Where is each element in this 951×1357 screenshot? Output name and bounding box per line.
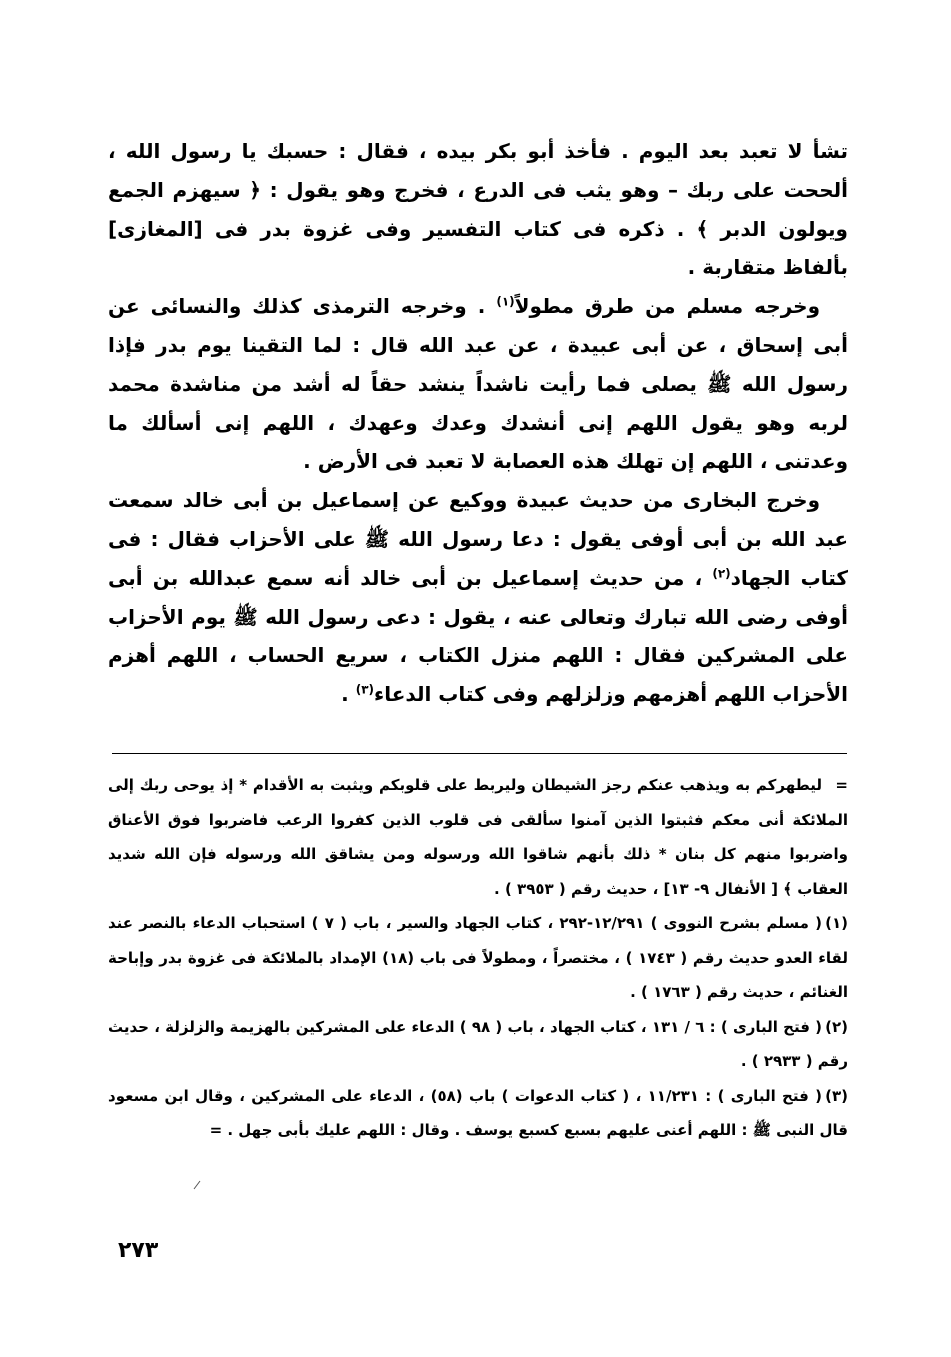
- continuation-text: ليطهركم به ويذهب عنكم رجز الشيطان وليربط على قلوبكم ويثبت به الأقدام * إذ يوحى ربك إلى الملائكة أنى معكم فثبتوا الذين آمنوا سألقى فى قلوب الذين كفروا الرعب فاضربوا فوق الأعناق واضربوا منهم كل بنان * ذلك بأنهم شاقوا الله ورسوله ومن يشاقق الله ورسوله فإن الله شديد العقاب ﴾ [ الأنفال ٩- ١٣] ، حديث رقم ( ٣٩٥٣ ) .: [108, 776, 848, 898]
- pen-mark-icon: [192, 1180, 202, 1190]
- footnote-3-number: (٣): [825, 1086, 849, 1105]
- paragraph-1: [108, 132, 848, 287]
- footnote-1-text: ( مسلم بشرح النووى ) ١٢/٢٩١-٢٩٢ ، كتاب الجهاد والسير ، باب ( ٧ ) استحباب الدعاء بالنصر عند لقاء العدو حديث رقم ( ١٧٤٣ ) ، مختصراً ، ومطولاً فى باب (١٨) الإمداد بالملائكة فى غزوة بدر وإباحة الغنائم ، حديث رقم ( ١٧٦٣ ) .: [108, 914, 848, 1001]
- paragraph-3-middle: ، من حديث إسماعيل بن أبى خالد أنه سمع عبدالله بن أبى أوفى رضى الله تبارك وتعالى عنه ، يقول : دعى رسول الله ﷺ يوم الأحزاب على المشركين فقال : اللهم منزل الكتاب ، سريع الحساب ، اللهم أهزم الأحزاب اللهم أهزمهم وزلزلهم وفى كتاب الدعاء: [108, 565, 848, 707]
- continuation-marker: =: [835, 776, 848, 794]
- footnote-2-number: (٢): [825, 1017, 848, 1036]
- paragraph-3-end: .: [341, 682, 356, 707]
- footnote-3-text: ( فتح البارى ) : ١١/٢٣١ ، ( كتاب الدعوات ) باب (٥٨) ، الدعاء على المشركين ، وقال ابن مسعود قال النبى ﷺ : اللهم أعنى عليهم بسبع كسبع يوسف . وقال : اللهم عليك بأبى جهل .: [108, 1086, 848, 1139]
- footnote-3: [108, 1079, 848, 1148]
- page-number: ٢٧٣: [118, 1238, 159, 1263]
- footnotes-section: [108, 768, 848, 1148]
- paragraph-3: [108, 481, 848, 714]
- footnote-ref-2[interactable]: (٢): [712, 566, 731, 581]
- footnote-1-number: (١): [825, 914, 848, 932]
- footnote-separator: [112, 753, 847, 754]
- footnote-continuation: [108, 768, 848, 906]
- footnote-2: [108, 1010, 848, 1079]
- quran-verse: ﴿ سيهزم الجمع ويولون الدبر ﴾: [108, 177, 848, 241]
- paragraph-3-start: وخرج البخارى من حديث عبيدة ووكيع عن إسماعيل بن أبى خالد سمعت عبد الله بن أبى أوفى يقول : دعا رسول الله ﷺ على الأحزاب فقال : فى كتاب الجهاد: [108, 488, 848, 590]
- footnote-ref-3[interactable]: (٣): [355, 682, 375, 697]
- footnote-ref-1[interactable]: (١): [496, 294, 515, 309]
- paragraph-1-text: تشأ لا تعبد بعد اليوم . فأخذ أبو بكر بيده ، فقال : حسبك يا رسول الله ، ألححت على ربك – وهو يثب فى الدرع ، فخرج وهو يقول :: [108, 139, 848, 202]
- paragraph-1-end: . ذكره فى كتاب التفسير وفى غزوة بدر فى [المغازى] بألفاظ متقاربة .: [108, 216, 848, 280]
- footnote-1: [108, 906, 848, 1010]
- paragraph-2-start: وخرجه مسلم من طرق مطولاً: [514, 294, 821, 319]
- paragraph-2: [108, 287, 848, 481]
- footnote-3-continuation-marker: =: [209, 1121, 223, 1139]
- paragraph-2-end: . وخرجه الترمذى كذلك والنسائى عن أبى إسحاق ، عن أبى عبيدة ، عن عبد الله قال : لما التقينا يوم بدر فإذا رسول الله ﷺ يصلى فما رأيت ناشداً ينشد حقاً له أشد من مناشدة محمد لربه وهو يقول اللهم إنى أنشدك وعدك وعهدك ، اللهم إنى أسألك ما وعدتنى ، اللهم إن تهلك هذه العصابة لا تعبد فى الأرض .: [108, 294, 848, 474]
- main-text-body: [108, 132, 848, 714]
- footnote-2-text: ( فتح البارى ) : ٦ / ١٣١ ، كتاب الجهاد ، باب ( ٩٨ ) الدعاء على المشركين بالهزيمة والزلزلة ، حديث رقم ( ٢٩٣٣ ) .: [108, 1017, 848, 1070]
